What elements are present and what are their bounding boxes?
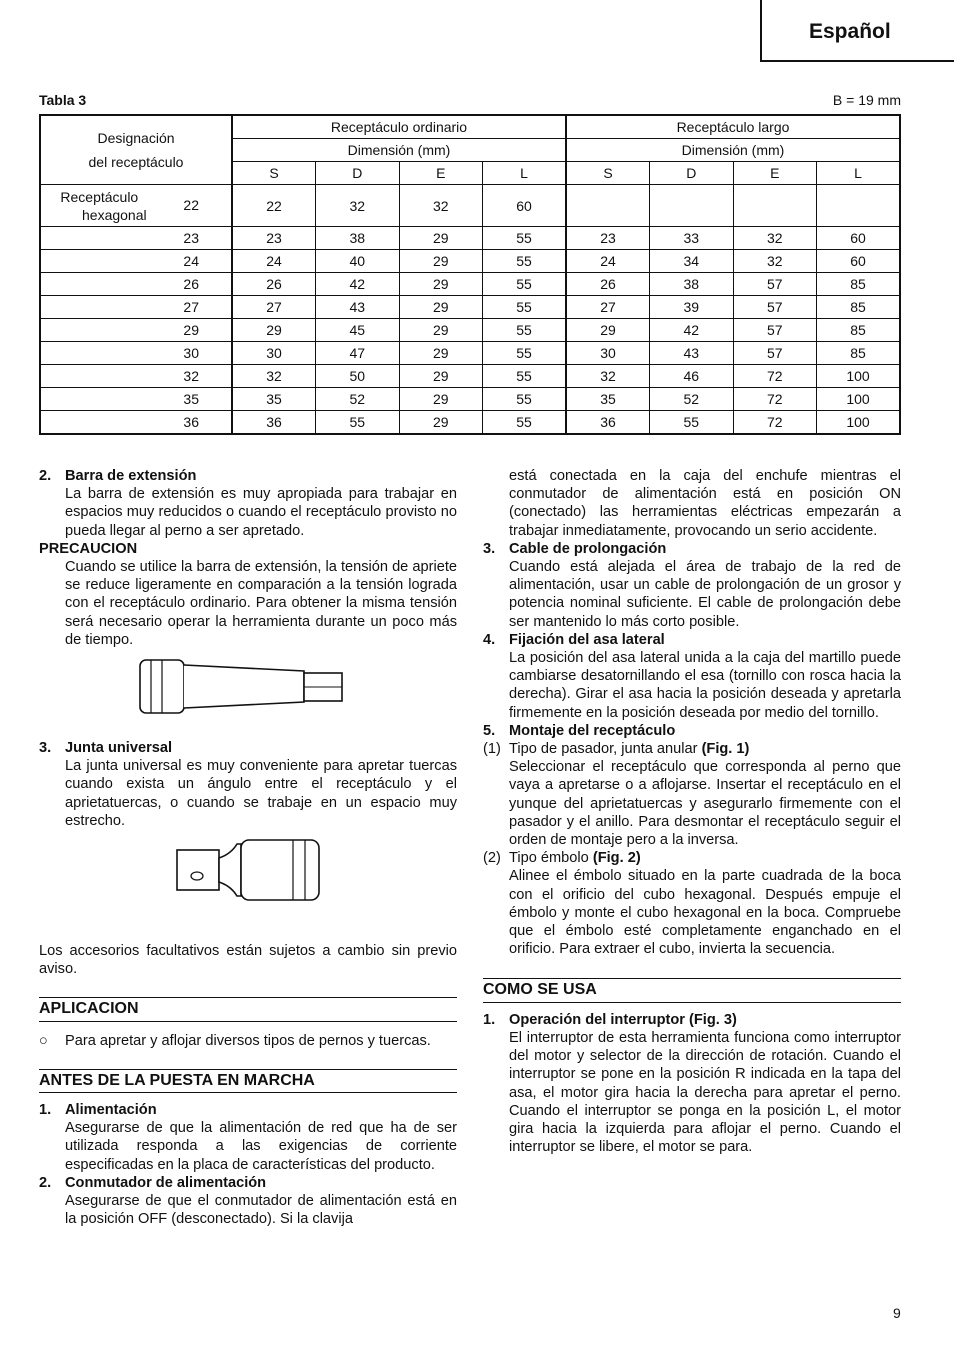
cell: 55 bbox=[483, 273, 567, 296]
cell: 33 bbox=[650, 227, 734, 250]
cell: 32 bbox=[316, 185, 400, 227]
cell: 40 bbox=[316, 250, 400, 273]
cell: 57 bbox=[733, 342, 817, 365]
language-label: Español bbox=[809, 20, 891, 43]
long-dimension-header: Dimensión (mm) bbox=[566, 139, 900, 162]
cell: 29 bbox=[399, 250, 483, 273]
application-item bbox=[39, 1032, 457, 1050]
item-title: Tipo de pasador, junta anular bbox=[509, 741, 698, 758]
cell: 72 bbox=[733, 365, 817, 388]
col-header: S bbox=[566, 162, 650, 185]
table-row bbox=[40, 411, 900, 435]
item-title: Alimentación bbox=[65, 1102, 157, 1119]
universal-joint-body: La junta universal es muy conveniente para apretar tuercas cuando exista un ángulo entre el receptáculo y el aprietatuercas, o cuando se trabaje en un espacio muy estrecho. bbox=[65, 758, 457, 829]
side-handle-body: La posición del asa lateral unida a la caja del martillo puede cambiarse desatornillando el esa (tornillo con rosca hacia la derecha). Girar el asa hacia la posición deseada y apretarla firmemente en la posición deseada por medio del tornillo. bbox=[509, 650, 901, 721]
cell: 35 bbox=[566, 388, 650, 411]
cell: 38 bbox=[316, 227, 400, 250]
size-cell: 27 bbox=[40, 296, 232, 319]
item-number: 3. bbox=[483, 540, 496, 557]
section-extension-title bbox=[39, 467, 457, 485]
cell bbox=[733, 185, 817, 227]
cell: 85 bbox=[817, 273, 901, 296]
cell: 55 bbox=[483, 388, 567, 411]
cell: 29 bbox=[399, 296, 483, 319]
cable-title bbox=[483, 540, 901, 558]
size-cell: 36 bbox=[40, 411, 232, 435]
table-row bbox=[40, 250, 900, 273]
cell: 24 bbox=[566, 250, 650, 273]
caution-title: PRECAUCION bbox=[39, 540, 138, 557]
figure-reference: (Fig. 1) bbox=[701, 741, 750, 758]
item-number: 2. bbox=[39, 1174, 52, 1191]
cell: 72 bbox=[733, 388, 817, 411]
cell: 57 bbox=[733, 273, 817, 296]
designation-header-line1: Designación bbox=[97, 130, 175, 146]
cell: 57 bbox=[733, 296, 817, 319]
cell: 55 bbox=[483, 319, 567, 342]
cell bbox=[817, 185, 901, 227]
caution-body: Cuando se utilice la barra de extensión, la tensión de apriete se reduce ligeramente en comparación a la tensión lograda con el receptáculo ordinario. Para obtener la misma tensión será necesario operar la herramienta durante un poco más de tiempo. bbox=[65, 559, 457, 648]
item-number: 1. bbox=[483, 1011, 496, 1028]
row-label-line1: Receptáculo bbox=[60, 189, 139, 205]
cell: 29 bbox=[566, 319, 650, 342]
cell: 100 bbox=[817, 411, 901, 435]
switch-operation-body: El interruptor de esta herramienta funciona como interruptor del motor y selector de la dirección de rotación. Cuando el interruptor se pone en la posición R indicada en la tapa del asa, el motor gira hacia la derecha para apretar el perno. Cuando el interruptor se ponga en la posición L, el motor gira hacia la izquierda para aflojar el perno. Cuando el interruptor se libere, el motor se para. bbox=[509, 1029, 901, 1156]
cell: 29 bbox=[399, 388, 483, 411]
cell: 24 bbox=[232, 250, 316, 273]
cell: 26 bbox=[232, 273, 316, 296]
cell: 36 bbox=[232, 411, 316, 435]
cell: 29 bbox=[399, 319, 483, 342]
socket-dimension-table bbox=[39, 114, 901, 435]
socket-mount-title bbox=[483, 722, 901, 740]
power-title bbox=[39, 1101, 457, 1119]
table-row bbox=[40, 227, 900, 250]
size-cell: 29 bbox=[40, 319, 232, 342]
group-long-header: Receptáculo largo bbox=[566, 115, 900, 139]
size-cell: 32 bbox=[40, 365, 232, 388]
item-number: 3. bbox=[39, 740, 52, 757]
cell: 55 bbox=[483, 411, 567, 435]
cell: 26 bbox=[566, 273, 650, 296]
designation-header-line2: del receptáculo bbox=[88, 154, 184, 170]
cell: 23 bbox=[566, 227, 650, 250]
application-text: Para apretar y aflojar diversos tipos de pernos y tuercas. bbox=[65, 1032, 431, 1049]
plunger-type-title bbox=[483, 849, 901, 867]
cell: 29 bbox=[399, 273, 483, 296]
cell: 23 bbox=[232, 227, 316, 250]
cell: 50 bbox=[316, 365, 400, 388]
cell: 57 bbox=[733, 319, 817, 342]
cell: 100 bbox=[817, 388, 901, 411]
table-caption: Tabla 3 bbox=[39, 92, 87, 108]
aplicacion-heading: APLICACION bbox=[39, 997, 457, 1021]
cell: 60 bbox=[817, 250, 901, 273]
cell: 43 bbox=[650, 342, 734, 365]
cell: 55 bbox=[483, 227, 567, 250]
table-row bbox=[40, 365, 900, 388]
col-header: D bbox=[316, 162, 400, 185]
item-number: 1. bbox=[39, 1102, 52, 1119]
cell: 34 bbox=[650, 250, 734, 273]
table-row bbox=[40, 185, 900, 227]
cell: 30 bbox=[232, 342, 316, 365]
table-note: B = 19 mm bbox=[832, 92, 901, 108]
cell: 32 bbox=[399, 185, 483, 227]
cell: 35 bbox=[232, 388, 316, 411]
cell: 30 bbox=[566, 342, 650, 365]
cell bbox=[566, 185, 650, 227]
cell: 27 bbox=[566, 296, 650, 319]
col-header: E bbox=[733, 162, 817, 185]
size-cell: 23 bbox=[40, 227, 232, 250]
accessories-note: Los accesorios facultativos están sujetos a cambio sin previo aviso. bbox=[39, 943, 457, 978]
extension-body: La barra de extensión es muy apropiada para trabajar en espacios muy reducidos o cuando el receptáculo provisto no pueda llegar al perno a ser apretado. bbox=[65, 486, 457, 539]
cell: 42 bbox=[650, 319, 734, 342]
cell: 55 bbox=[483, 365, 567, 388]
cell: 22 bbox=[232, 185, 316, 227]
pin-type-body: Seleccionar el receptáculo que corresponda al perno que vaya a apretarse o a aflojarse. Insertar el receptáculo en el yunque del aprietatuercas y asegurarlo firmemente con el pasador y el anillo. Para desmontar el receptáculo seguir el orden de montaje pero a la inversa. bbox=[509, 759, 901, 849]
power-switch-continued: está conectada en la caja del enchufe mientras el conmutador de alimentación está en posición ON (conectado) las herramientas eléctricas empezarán a trabajar inmediatamente, provocando un serio accidente. bbox=[509, 468, 901, 539]
cell: 85 bbox=[817, 319, 901, 342]
item-number: (1) bbox=[483, 741, 501, 758]
size-cell: 22 bbox=[183, 197, 199, 213]
cell: 72 bbox=[733, 411, 817, 435]
group-ordinary-header: Receptáculo ordinario bbox=[232, 115, 566, 139]
size-cell: 26 bbox=[40, 273, 232, 296]
cell: 85 bbox=[817, 342, 901, 365]
item-title: Cable de prolongación bbox=[509, 540, 667, 557]
item-title: Barra de extensión bbox=[65, 468, 197, 484]
cell: 60 bbox=[817, 227, 901, 250]
right-column bbox=[483, 467, 901, 1156]
table-row bbox=[40, 319, 900, 342]
col-header: S bbox=[232, 162, 316, 185]
cell: 46 bbox=[650, 365, 734, 388]
cell: 52 bbox=[316, 388, 400, 411]
cell: 29 bbox=[232, 319, 316, 342]
cell: 45 bbox=[316, 319, 400, 342]
table-row bbox=[40, 388, 900, 411]
left-column bbox=[39, 467, 457, 1228]
table-row bbox=[40, 342, 900, 365]
cable-body: Cuando está alejada el área de trabajo de la red de alimentación, usar un cable de prolongación de un grosor y potencia nominal suficiente. El cable de prolongación debe ser mantenido lo más corto posible. bbox=[509, 559, 901, 630]
extension-bar-figure bbox=[39, 649, 457, 737]
item-number: 5. bbox=[483, 722, 496, 739]
cell: 55 bbox=[316, 411, 400, 435]
figure-reference: (Fig. 2) bbox=[592, 850, 641, 867]
power-body: Asegurarse de que la alimentación de red que ha de ser utilizada responda a las exigencias de corriente especificadas en la placa de características del producto. bbox=[65, 1120, 457, 1173]
cell: 39 bbox=[650, 296, 734, 319]
col-header: E bbox=[399, 162, 483, 185]
cell: 32 bbox=[232, 365, 316, 388]
cell: 42 bbox=[316, 273, 400, 296]
cell: 32 bbox=[566, 365, 650, 388]
cell: 29 bbox=[399, 411, 483, 435]
page-number: 9 bbox=[893, 1305, 901, 1321]
item-number: 2. bbox=[39, 468, 52, 484]
pin-type-title bbox=[483, 740, 901, 758]
item-title: Montaje del receptáculo bbox=[509, 722, 676, 739]
plunger-type-body: Alinee el émbolo situado en la parte cuadrada de la boca con el orificio del cubo hexagonal. Después empuje el émbolo y monte el cubo hexagonal en la boca. Compruebe que el émbolo esté completamente enganchado en el orificio. Para extraer el cubo, invierta la secuencia. bbox=[509, 868, 901, 958]
table-row bbox=[40, 273, 900, 296]
cell: 100 bbox=[817, 365, 901, 388]
cell: 36 bbox=[566, 411, 650, 435]
cell: 60 bbox=[483, 185, 567, 227]
cell: 27 bbox=[232, 296, 316, 319]
how-to-use-heading: COMO SE USA bbox=[483, 978, 901, 1002]
cell: 29 bbox=[399, 342, 483, 365]
section-universal-joint-title bbox=[39, 739, 457, 757]
cell: 29 bbox=[399, 365, 483, 388]
cell bbox=[650, 185, 734, 227]
col-header: L bbox=[817, 162, 901, 185]
designation-header bbox=[40, 115, 232, 185]
cell: 32 bbox=[733, 227, 817, 250]
row-label-cell bbox=[40, 185, 232, 227]
size-cell: 24 bbox=[40, 250, 232, 273]
cell: 52 bbox=[650, 388, 734, 411]
cell: 38 bbox=[650, 273, 734, 296]
item-title: Fijación del asa lateral bbox=[509, 631, 665, 648]
item-number: 4. bbox=[483, 631, 496, 648]
cell: 47 bbox=[316, 342, 400, 365]
col-header: L bbox=[483, 162, 567, 185]
item-title: Junta universal bbox=[65, 740, 173, 757]
cell: 29 bbox=[399, 227, 483, 250]
item-title: Operación del interruptor (Fig. 3) bbox=[509, 1011, 737, 1028]
cell: 55 bbox=[483, 296, 567, 319]
cell: 85 bbox=[817, 296, 901, 319]
power-switch-body: Asegurarse de que el conmutador de alimentación está en la posición OFF (desconectado). Si la clavija bbox=[65, 1193, 457, 1228]
universal-joint-figure bbox=[39, 830, 457, 930]
item-title: Tipo émbolo bbox=[509, 850, 589, 867]
row-label-line2: hexagonal bbox=[82, 207, 147, 223]
item-title: Conmutador de alimentación bbox=[65, 1174, 267, 1191]
cell: 43 bbox=[316, 296, 400, 319]
side-handle-title bbox=[483, 631, 901, 649]
cell: 55 bbox=[483, 342, 567, 365]
size-cell: 35 bbox=[40, 388, 232, 411]
table-row bbox=[40, 296, 900, 319]
item-number: (2) bbox=[483, 850, 501, 867]
switch-operation-title bbox=[483, 1011, 901, 1029]
cell: 55 bbox=[483, 250, 567, 273]
bullet-circle-icon: ○ bbox=[39, 1032, 48, 1049]
size-cell: 30 bbox=[40, 342, 232, 365]
power-switch-title bbox=[39, 1174, 457, 1192]
cell: 32 bbox=[733, 250, 817, 273]
language-tab bbox=[760, 0, 954, 62]
ordinary-dimension-header: Dimensión (mm) bbox=[232, 139, 566, 162]
col-header: D bbox=[650, 162, 734, 185]
before-start-heading: ANTES DE LA PUESTA EN MARCHA bbox=[39, 1069, 457, 1093]
cell: 55 bbox=[650, 411, 734, 435]
